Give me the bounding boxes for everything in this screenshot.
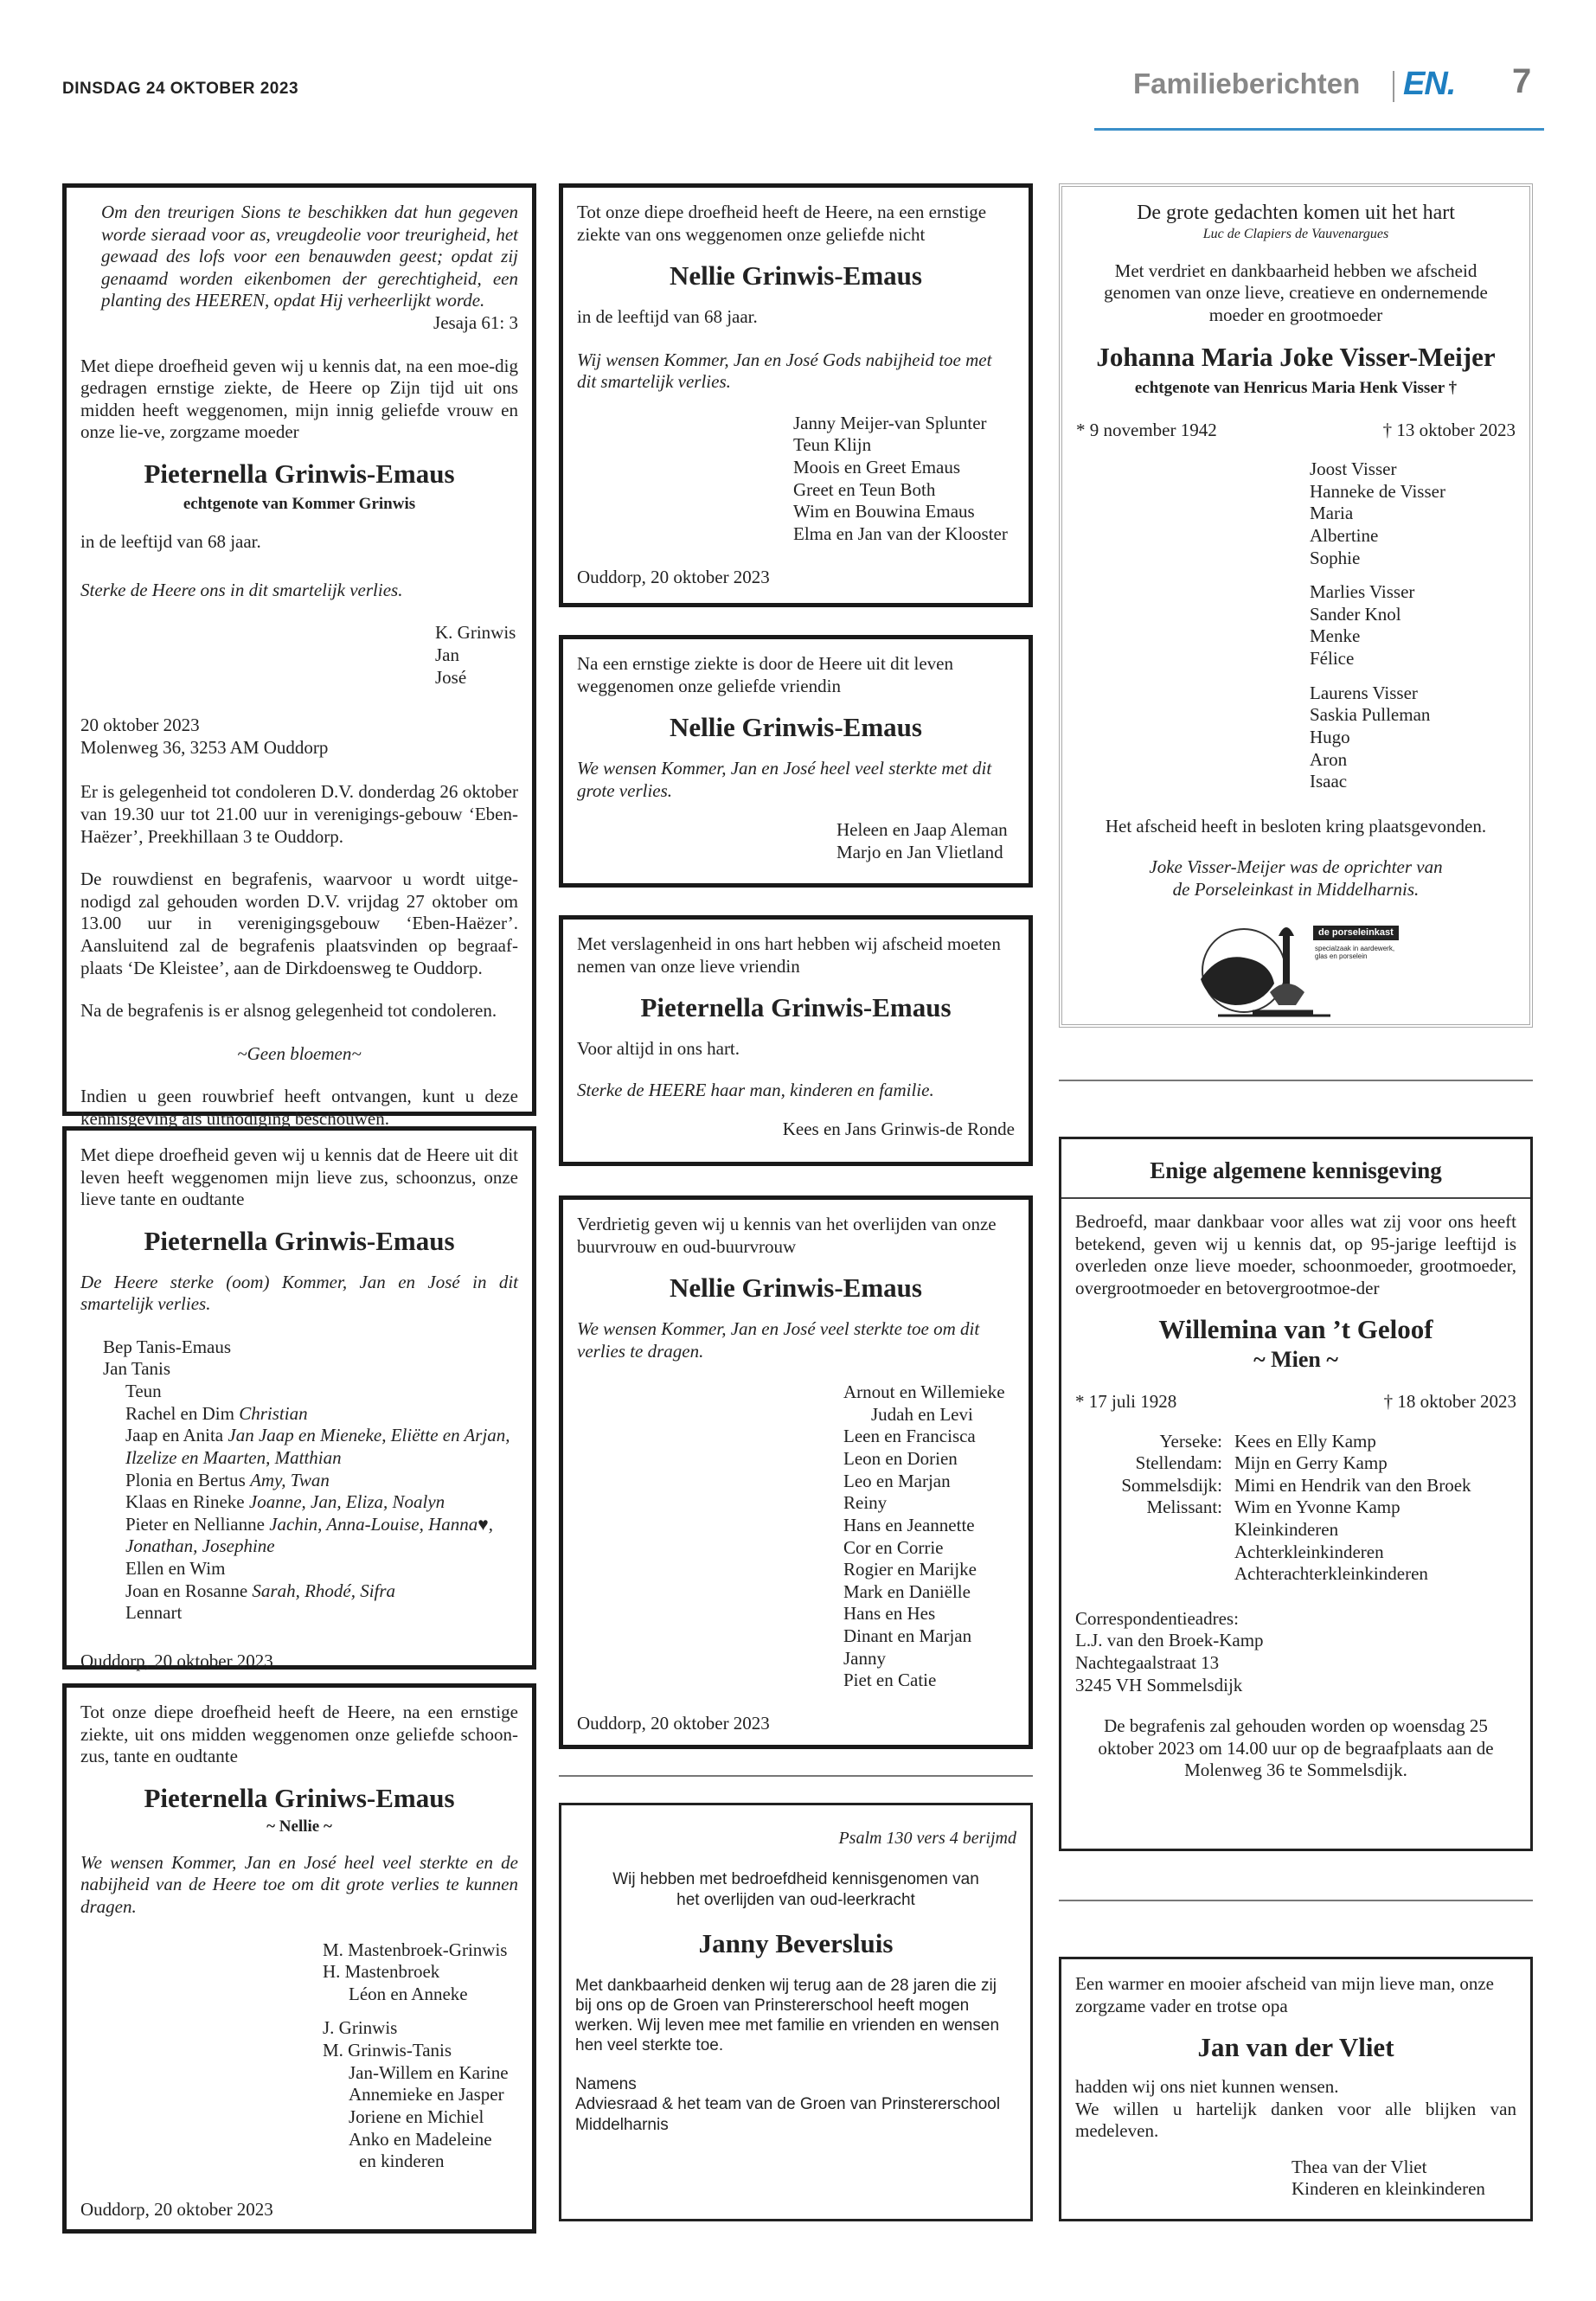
notice-intro: Met diepe droefheid geven wij u kennis dat de Heere uit dit leven heeft weggenomen mijn lieve zus, schoonzus, onze lieve tante en oudtante: [80, 1144, 518, 1210]
correspondence-address: Correspondentieadres: L.J. van den Broek-Kamp Nachtegaalstraat 13 3245 VH Sommelsdijk: [1075, 1607, 1264, 1695]
memorial-line: Voor altijd in ons hart.: [577, 1038, 740, 1060]
age-line: in de leeftijd van 68 jaar.: [577, 306, 758, 328]
signer: Jan: [435, 644, 459, 665]
place-date: Ouddorp, 20 oktober 2023: [577, 566, 770, 587]
notice-van-t-geloof: [1059, 1137, 1533, 1851]
notice-date: 20 oktober 2023: [80, 715, 200, 736]
signers-group: M. Mastenbroek-Grinwis H. Mastenbroek Léon en Anneke: [323, 1939, 508, 2004]
family-list: [80, 1336, 518, 1625]
family-member: Jan Tanis: [103, 1358, 171, 1380]
notice-intro: Wij hebben met bedroefdheid kennisgenomen van het overlijden van oud-leerkracht: [612, 1870, 979, 1909]
deceased-name: Pieternella Grinwis-Emaus: [144, 458, 455, 490]
place-date: Ouddorp, 20 oktober 2023: [80, 2198, 273, 2220]
notice-mastenbroek-family: [62, 1683, 536, 2234]
death-date: † 13 oktober 2023: [1382, 419, 1516, 440]
place-date: Ouddorp, 20 oktober 2023: [80, 1650, 273, 1671]
founder-note: Joke Visser-Meijer was de oprichter van de Porseleinkast in Middelharnis.: [1149, 856, 1443, 900]
wish-line: Sterke de Heere ons in dit smartelijk verlies.: [80, 579, 403, 600]
signature: Adviesraad & het team van de Groen van Prinstererschool Middelharnis: [575, 2095, 1001, 2134]
family-member: Klaas en Rineke Joanne, Jan, Eliza, Noalyn: [125, 1491, 445, 1513]
spouse-line: echtgenote van Kommer Grinwis: [183, 494, 416, 513]
spouse-line: echtgenote van Henricus Maria Henk Visser †: [1134, 379, 1458, 398]
logo-subtitle: specialzaak in aardewerk, glas en porselein: [1315, 944, 1395, 960]
life-dates: [1075, 1391, 1516, 1413]
signer: José: [435, 666, 467, 688]
deceased-name: Willemina van ’t Geloof: [1158, 1314, 1433, 1345]
funeral-info: De rouwdienst en begrafenis, waarvoor u wordt uitge-nodigd zal gehouden worden D.V. vrijdag 27 oktober om 13.00 uur in verenigingsgebouw ‘Eben-Haëzer’. Aansluitend zal de begrafenis plaatsvinden op begraaf-plaats ‘De Kleistee’, aan de Dirkdoensweg te Ouddorp.: [80, 868, 518, 978]
signers: Arnout en Willemieke Judah en Levi Leen en Francisca Leon en Dorien Leo en Marjan Reiny Hans en Jeannette Cor en Corrie Rogier en Marijke Mark en Daniëlle Hans en Hes Dinant en Marjan Janny Piet en Catie: [843, 1381, 1005, 1691]
notice-tanis-family: [62, 1126, 536, 1670]
family-member: Pieter en Nellianne Jachin, Anna-Louise, Hanna♥, Jonathan, Josephine: [125, 1513, 493, 1557]
wish-line: Sterke de HEERE haar man, kinderen en familie.: [577, 1079, 934, 1100]
deceased-name: Johanna Maria Joke Visser-Meijer: [1096, 341, 1496, 372]
birth-date: * 9 november 1942: [1076, 419, 1217, 440]
quote-author: Luc de Clapiers de Vauvenargues: [1202, 227, 1389, 242]
family-member: Ellen en Wim: [125, 1557, 226, 1579]
notice-friends-aleman: [559, 635, 1033, 888]
place-date: Ouddorp, 20 oktober 2023: [577, 1712, 770, 1734]
header-rule: [1094, 128, 1544, 131]
deceased-name: Jan van der Vliet: [1197, 2032, 1394, 2063]
notice-intro: Tot onze diepe droefheid heeft de Heere, na een ernstige ziekte van ons weggenomen onze geliefde nicht: [577, 202, 987, 245]
after-funeral: Na de begrafenis is er alsnog gelegenheid tot condoleren.: [80, 1000, 497, 1022]
page-number: 7: [1512, 62, 1532, 100]
family-member: Plonia en Bertus Amy, Twan: [125, 1469, 330, 1490]
logo-title: de porseleinkast: [1313, 926, 1399, 940]
bible-verse: Om den treurigen Sions te beschikken dat hun gegeven worde sieraad voor as, vreugdeolie voor treurigheid, het gewaad des lofs voor een benauwden geest; opdat zij genaamd worden eikenbomen der gerechtigheid, een planting des HEEREN, opdat Hij verheerlijkt worde.: [101, 202, 518, 311]
notice-school: [559, 1803, 1033, 2221]
section-title: Familieberichten: [1133, 67, 1361, 99]
wish-line: We wensen Kommer, Jan en José veel sterkte toe om dit verlies te dragen.: [577, 1318, 980, 1362]
nickname: ~ Nellie ~: [266, 1817, 332, 1836]
notice-intro: Verdrietig geven wij u kennis van het overlijden van onze buurvrouw en oud-buurvrouw: [577, 1214, 997, 1257]
birth-date: * 17 juli 1928: [1075, 1390, 1177, 1412]
thanks-line: hadden wij ons niet kunnen wensen.: [1075, 2076, 1339, 2098]
notice-heading: Enige algemene kennisgeving: [1150, 1157, 1442, 1183]
family-group: Marlies Visser Sander Knol Menke Félice: [1310, 581, 1415, 670]
family-member: Bep Tanis-Emaus: [103, 1336, 232, 1357]
notice-nicht: [559, 183, 1033, 607]
deceased-name: Nellie Grinwis-Emaus: [670, 260, 922, 292]
notice-van-der-vliet: [1059, 1957, 1533, 2221]
tribute-text: Met dankbaarheid denken wij terug aan de 28 jaren die zij bij ons op de Groen van Prinstererschool heeft mogen werken. Wij leven mee met familie en vrienden en wensen hen veel sterkte toe.: [575, 1976, 1000, 2055]
notice-neighbours: [559, 1195, 1033, 1749]
verse-reference: Jesaja 61: 3: [433, 312, 518, 334]
deceased-name: Janny Beversluis: [698, 1927, 894, 1958]
signers: [80, 622, 518, 689]
signers: Janny Meijer-van Splunter Teun Klijn Moois en Greet Emaus Greet en Teun Both Wim en Bouwina Emaus Elma en Jan van der Klooster: [793, 412, 1008, 544]
psalm-reference: Psalm 130 vers 4 berijmd: [838, 1829, 1016, 1848]
signers-group: J. Grinwis M. Grinwis-Tanis Jan-Willem en Karine Annemieke en Jasper Joriene en Michiel Anko en Madeleine en kinderen: [323, 2017, 509, 2172]
deceased-name: Nellie Grinwis-Emaus: [670, 712, 922, 743]
newspaper-logo: EN.: [1403, 66, 1456, 102]
deceased-name: Pieternella Grinwis-Emaus: [144, 1225, 455, 1256]
signer: K. Grinwis: [435, 622, 516, 644]
closing-line: Het afscheid heeft in besloten kring plaatsgevonden.: [1105, 815, 1487, 836]
deceased-name: Pieternella Grinwis-Emaus: [640, 992, 952, 1023]
wish-line: We wensen Kommer, Jan en José heel veel sterkte en de nabijheid van de Heere toe om dit grote verlies te kunnen dragen.: [80, 1851, 518, 1918]
notice-intro: Een warmer en mooier afscheid van mijn lieve man, onze zorgzame vader en trotse opa: [1075, 1973, 1494, 2016]
age-line: in de leeftijd van 68 jaar.: [80, 531, 261, 553]
deceased-name: Nellie Grinwis-Emaus: [670, 1272, 922, 1304]
notice-intro: Met verdriet en dankbaarheid hebben we afscheid genomen van onze lieve, creatieve en ondernemende moeder en grootmoeder: [1104, 260, 1488, 325]
family-group: Joost Visser Hanneke de Visser Maria Albertine Sophie: [1310, 458, 1445, 568]
porseleinkast-logo: [1183, 910, 1408, 1022]
notice-grinwis-family: [62, 183, 536, 1130]
family-member: Joan en Rosanne Sarah, Rhodé, Sifra: [125, 1580, 396, 1601]
heading-rule: [1061, 1197, 1530, 1199]
deceased-name: Pieternella Griniws-Emaus: [144, 1782, 455, 1813]
family-group: Laurens Visser Saskia Pulleman Hugo Aron Isaac: [1310, 682, 1431, 792]
nickname: ~ Mien ~: [1253, 1347, 1338, 1373]
wish-line: Wij wensen Kommer, Jan en José Gods nabijheid toe met dit smartelijk verlies.: [577, 349, 992, 393]
family-member: Rachel en Dim Christian: [125, 1402, 308, 1424]
quote: De grote gedachten komen uit het hart: [1137, 202, 1455, 224]
notice-intro: Met verslagenheid in ons hart hebben wij afscheid moeten nemen van onze lieve vriendin: [577, 933, 1001, 977]
notice-address: Molenweg 36, 3253 AM Ouddorp: [80, 736, 329, 758]
life-dates: [1076, 420, 1516, 442]
family-member: Teun: [125, 1381, 162, 1402]
column-divider: [559, 1775, 1033, 1777]
signers: Heleen en Jaap Aleman Marjo en Jan Vlietland: [836, 819, 1008, 862]
family-member: Lennart: [125, 1602, 183, 1624]
invitation-note: Indien u geen rouwbrief heeft ontvangen, kunt u deze kennisgeving als uitnodiging beschouwen.: [80, 1086, 518, 1130]
issue-date: DINSDAG 24 OKTOBER 2023: [62, 80, 299, 98]
notice-intro: Na een ernstige ziekte is door de Heere uit dit leven weggenomen onze geliefde vriendin: [577, 653, 953, 696]
wish-line: De Heere sterke (oom) Kommer, Jan en José in dit smartelijk verlies.: [80, 1271, 518, 1315]
notice-intro: Tot onze diepe droefheid heeft de Heere, na een ernstige ziekte, uit ons midden weggenomen onze geliefde schoon-zus, tante en oudtante: [80, 1702, 518, 1767]
column-divider: [1059, 1080, 1533, 1081]
relatives-table: Yerseke: Kees en Elly Kamp Stellendam: Mijn en Gerry Kamp Sommelsdijk: Mimi en Hendrik van den Broek Melissant: Wim en Yvonne Kamp Kleinkinderen Achterkleinkinderen Achterachterkleinkinderen: [1121, 1430, 1471, 1585]
column-divider: [1059, 1900, 1533, 1901]
notice-friends-ronde: [559, 915, 1033, 1166]
no-flowers: ~Geen bloemen~: [237, 1042, 362, 1064]
namens: Namens: [575, 2075, 637, 2094]
notice-visser-meijer: [1059, 183, 1533, 1028]
signers: Thea van der Vliet Kinderen en kleinkinderen: [1292, 2156, 1485, 2200]
notice-intro: Met diepe droefheid geven wij u kennis dat, na een moe-dig gedragen ernstige ziekte, de Heere op Zijn tijd uit ons midden heeft weggenomen, mijn innig geliefde vrouw en onze lie-ve, zorgzame moeder: [80, 355, 518, 443]
notice-intro: Bedroefd, maar dankbaar voor alles wat zij voor ons heeft betekend, geven wij u kennis dat, op 95-jarige leeftijd is overleden onze lieve moeder, schoonmoeder, grootmoeder, overgrootmoeder en betovergrootmoe-der: [1075, 1210, 1516, 1298]
condolence-info: Er is gelegenheid tot condoleren D.V. donderdag 26 oktober van 19.30 uur tot 21.00 uur in verenigings-gebouw ‘Eben-Haëzer’, Preekhillaan 3 te Ouddorp.: [80, 781, 518, 847]
family-member: Jaap en Anita Jan Jaap en Mieneke, Eliëtte en Arjan, Ilzelize en Maarten, Matthian: [125, 1425, 510, 1468]
thanks-text: We willen u hartelijk danken voor alle blijken van medeleven.: [1075, 2098, 1516, 2142]
death-date: † 18 oktober 2023: [1383, 1390, 1516, 1412]
header-divider: [1393, 71, 1394, 102]
funeral-info: De begrafenis zal gehouden worden op woensdag 25 oktober 2023 om 14.00 uur op de begraafplaats aan de Molenweg 36 te Sommelsdijk.: [1098, 1715, 1494, 1781]
signer: Kees en Jans Grinwis-de Ronde: [782, 1118, 1015, 1140]
wish-line: We wensen Kommer, Jan en José heel veel sterkte met dit grote verlies.: [577, 758, 992, 801]
